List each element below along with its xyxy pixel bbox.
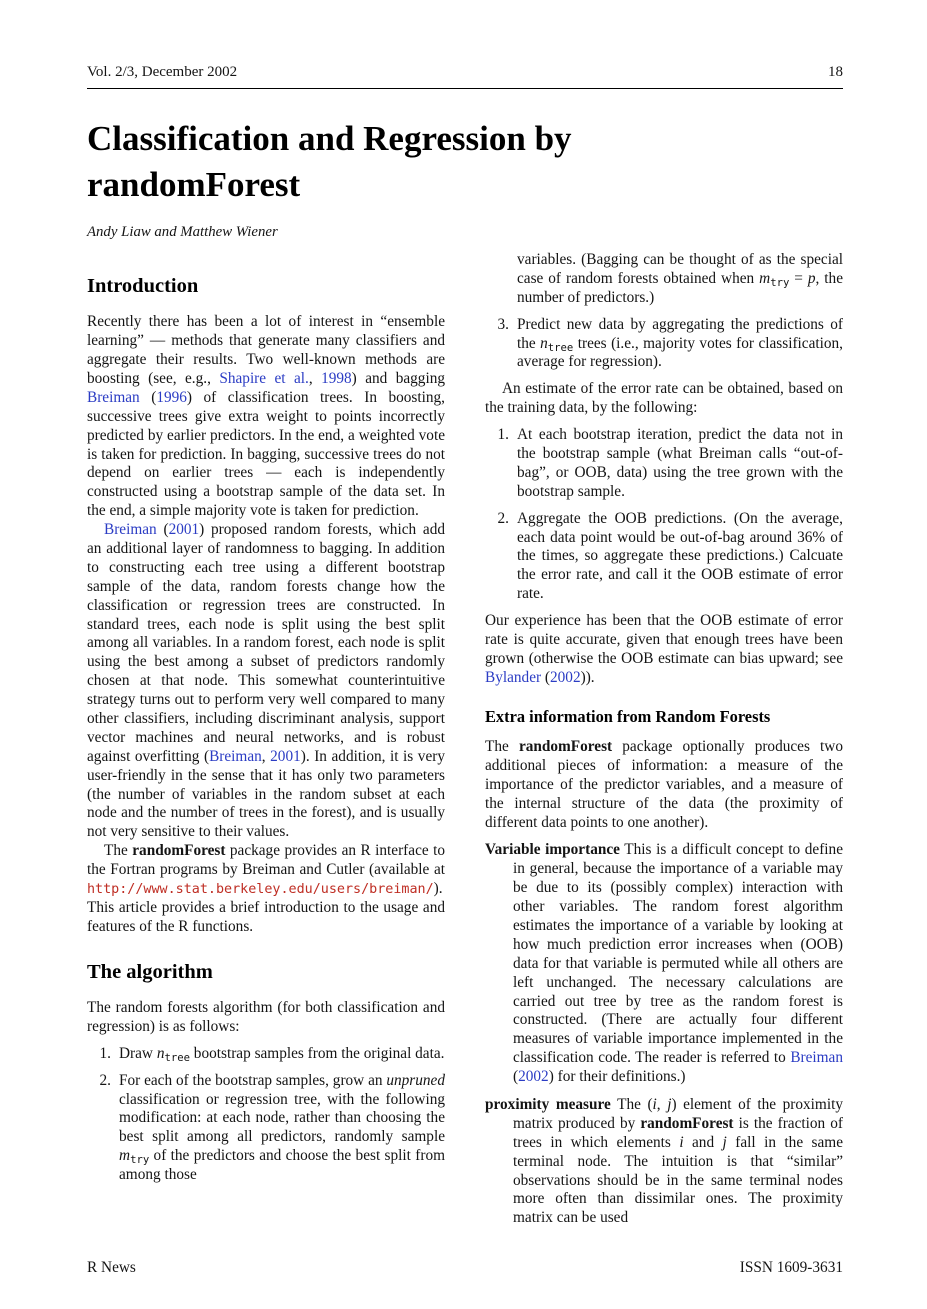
- definition-item: [485, 841, 843, 1087]
- left-column: [87, 251, 445, 1237]
- body-text: ). In addition, it is very user-friendly in the sense that it has only two parameters (the number of variables in the random subset at each node and the number of trees in the forest), and is usually not very sensitive to their values.: [87, 747, 445, 841]
- bold-text: randomForest: [132, 842, 226, 860]
- list-item-number: 3.: [497, 315, 509, 333]
- italic-text: p: [807, 269, 816, 287]
- body-text: ) and bagging: [351, 369, 445, 387]
- body-text: The random forests algorithm (for both classification and regression) is as follows:: [87, 999, 445, 1035]
- citation-link[interactable]: Breiman: [104, 521, 157, 539]
- citation-link[interactable]: 2002: [550, 668, 581, 686]
- italic-text: i: [652, 1095, 657, 1113]
- header-rule: [87, 88, 843, 89]
- body-text: (: [139, 388, 157, 406]
- body-text: An estimate of the error rate can be obtained, based on the training data, by the following:: [485, 380, 843, 417]
- url-link[interactable]: http://www.stat.berkeley.edu/users/breiman/: [87, 882, 434, 898]
- numbered-list-item: [493, 316, 843, 373]
- body-text: ,: [308, 369, 322, 387]
- body-text: ). This article provides a brief introduction to the usage and features of the R functions.: [87, 880, 445, 935]
- body-text: (: [156, 521, 169, 539]
- body-text: ) for their definitions.): [548, 1068, 686, 1086]
- body-text: ) proposed random forests, which add an additional layer of randomness to bagging. In addition to constructing each tree using a different bootstrap sample of the data, random forests change how the classification or regression trees are constructed. In standard trees, each node is split using the best split among all variables. In a random forest, each node is split using the best among a subset of predictors randomly chosen at that node. This somewhat counterintuitive strategy turns out to perform very well compared to many other classifiers, including discriminant analysis, support vector machines and neural networks, and is robust against overfitting (: [87, 521, 445, 765]
- italic-text: j: [722, 1133, 727, 1151]
- right-column: [485, 251, 843, 1237]
- list-continuation-paragraph: [517, 251, 843, 308]
- body-text: of the predictors and choose the best split from among those: [119, 1147, 445, 1184]
- body-text: ) of classification trees. In boosting, successive trees give extra weight to points incorrectly predicted by earlier predictors. In the end, a weighted vote is taken for prediction. In bagging, successive trees do not depend on earlier trees — each is independently constructed using a bootstrap sample of the data set. In the end, a simple majority vote is taken for prediction.: [87, 388, 446, 520]
- list-item-number: 1.: [497, 426, 509, 444]
- body-text: Draw: [119, 1044, 157, 1062]
- citation-link[interactable]: Bylander: [485, 668, 542, 686]
- list-item-number: 2.: [99, 1071, 111, 1089]
- body-text: is the fraction of trees in which elements: [513, 1114, 843, 1151]
- body-text: )).: [580, 668, 595, 686]
- subscript-code: tree: [164, 1051, 190, 1064]
- italic-text: m: [759, 269, 771, 287]
- body-text: The: [104, 842, 133, 860]
- section-heading: Introduction: [87, 275, 199, 297]
- body-text: The (: [610, 1095, 653, 1113]
- list-item-text: [517, 426, 843, 502]
- body-text: Our experience has been that the OOB estimate of error rate is quite accurate, given that enough trees have been grown (otherwise the OOB estimate can bias upward; see: [485, 612, 843, 667]
- citation-link[interactable]: 2002: [518, 1068, 549, 1086]
- body-text: Predict new data by aggregating the predictions of the: [517, 315, 843, 352]
- page-header: [87, 64, 843, 81]
- body-text: =: [789, 269, 808, 287]
- citation-link[interactable]: Shapire et al.: [219, 369, 309, 387]
- article-title: Classification and Regression by randomForest: [87, 119, 572, 204]
- header-page-number: 18: [828, 64, 843, 80]
- body-text: fall in the same terminal node. The intuition is that “similar” observations should be in the same terminal nodes more often than dissimilar ones. The proximity matrix can be used: [513, 1133, 843, 1227]
- paragraph: [87, 313, 445, 521]
- body-text: The: [485, 737, 519, 755]
- body-text: ) element of the proximity matrix produced by: [513, 1095, 843, 1132]
- body-text: Aggregate the OOB predictions. (On the average, each data point would be out-of-bag around 36% of the times, so aggregate these predictions.) Calcuate the error rate, and call it the OOB estimate of error rate.: [517, 509, 843, 603]
- list-item-text: [119, 1045, 445, 1064]
- italic-text: i: [679, 1133, 684, 1151]
- citation-link[interactable]: Breiman: [790, 1049, 843, 1067]
- subscript-code: try: [130, 1154, 150, 1167]
- numbered-list-item: [95, 1045, 445, 1064]
- body-text: package optionally produces two additional pieces of information: a measure of the importance of the predictor variables, and a measure of the internal structure of the data (the proximity of different data points to one another).: [485, 737, 843, 831]
- list-item-text: [517, 316, 843, 373]
- page-footer: [87, 1259, 843, 1277]
- italic-text: m: [119, 1147, 131, 1165]
- italic-text: unpruned: [386, 1071, 445, 1089]
- body-text: For each of the bootstrap samples, grow an: [119, 1071, 387, 1089]
- paragraph: [485, 380, 843, 418]
- paragraph: [485, 612, 843, 688]
- body-text: and: [683, 1133, 723, 1151]
- definition-term: proximity measure: [485, 1095, 611, 1113]
- paragraph: [87, 521, 445, 842]
- body-text: package provides an R interface to the Fortran programs by Breiman and Cutler (available at: [87, 842, 446, 879]
- numbered-list-item: [493, 510, 843, 604]
- list-item-number: 2.: [497, 509, 509, 527]
- footer-journal-name: R News: [87, 1259, 136, 1276]
- paragraph: [485, 738, 843, 832]
- body-text: ,: [656, 1095, 668, 1113]
- paragraph: [87, 999, 445, 1037]
- citation-link[interactable]: 1998: [321, 369, 352, 387]
- paragraph: [87, 842, 445, 936]
- list-item-text: [517, 510, 843, 604]
- body-text: ,: [261, 747, 271, 765]
- body-text: At each bootstrap iteration, predict the data not in the bootstrap sample (what Breiman calls “out-of-bag”, or OOB, data) using the tree grown with the bootstrap sample.: [517, 426, 843, 500]
- definition-term: Variable importance: [485, 841, 620, 859]
- bold-text: randomForest: [640, 1114, 734, 1132]
- list-item-number: 1.: [99, 1044, 111, 1062]
- body-text: classification or regression tree, with the following modification: at each node, rather than choosing the best split among all predictors, randomly sample: [119, 1090, 445, 1146]
- italic-text: n: [156, 1044, 165, 1062]
- body-text: trees (i.e., majority votes for classification, average for regression).: [517, 334, 843, 371]
- body-text: (: [541, 668, 550, 686]
- definition-item: [485, 1096, 843, 1228]
- body-text: (: [513, 1068, 519, 1086]
- numbered-list-item: [493, 426, 843, 502]
- header-volume-date: Vol. 2/3, December 2002: [87, 64, 238, 80]
- two-column-body: [87, 251, 843, 1237]
- citation-link[interactable]: 1996: [156, 388, 187, 406]
- body-text: , the number of predictors.): [517, 269, 843, 306]
- citation-link[interactable]: 2001: [168, 521, 200, 539]
- footer-issn: ISSN 1609-3631: [739, 1259, 843, 1276]
- bold-text: randomForest: [518, 737, 613, 755]
- subscript-code: tree: [547, 341, 574, 354]
- subscript-code: try: [770, 276, 790, 289]
- body-text: variables. (Bagging can be thought of as the special case of random forests obtained when: [517, 251, 843, 287]
- italic-text: j: [667, 1095, 672, 1113]
- citation-link[interactable]: Breiman: [87, 388, 140, 406]
- body-text: This is a difficult concept to define in general, because the importance of a variable may be due to its (possibly complex) interaction with other variables. The random forest algorithm estimates the importance of a variable by looking at how much prediction error increases when (OOB) data for that variable is permuted while all others are left unchanged. The necessary calculations are carried out tree by tree as the random forest is constructed. (There are actually four different measures of variable importance implemented in the classification code. The reader is referred to: [513, 841, 843, 1067]
- citation-link[interactable]: Breiman: [209, 747, 262, 765]
- numbered-list-item: [95, 1072, 445, 1185]
- subsection-heading: Extra information from Random Forests: [485, 706, 771, 726]
- list-item-text: [119, 1072, 445, 1185]
- body-text: bootstrap samples from the original data.: [189, 1044, 445, 1062]
- section-heading: The algorithm: [87, 960, 213, 983]
- body-text: Recently there has been a lot of interest in “ensemble learning” — methods that generate many classifiers and aggregate their results. Two well-known methods are boosting (see, e.g.,: [87, 313, 445, 387]
- italic-text: n: [540, 334, 548, 352]
- article-authors: Andy Liaw and Matthew Wiener: [87, 224, 278, 240]
- citation-link[interactable]: 2001: [270, 747, 301, 765]
